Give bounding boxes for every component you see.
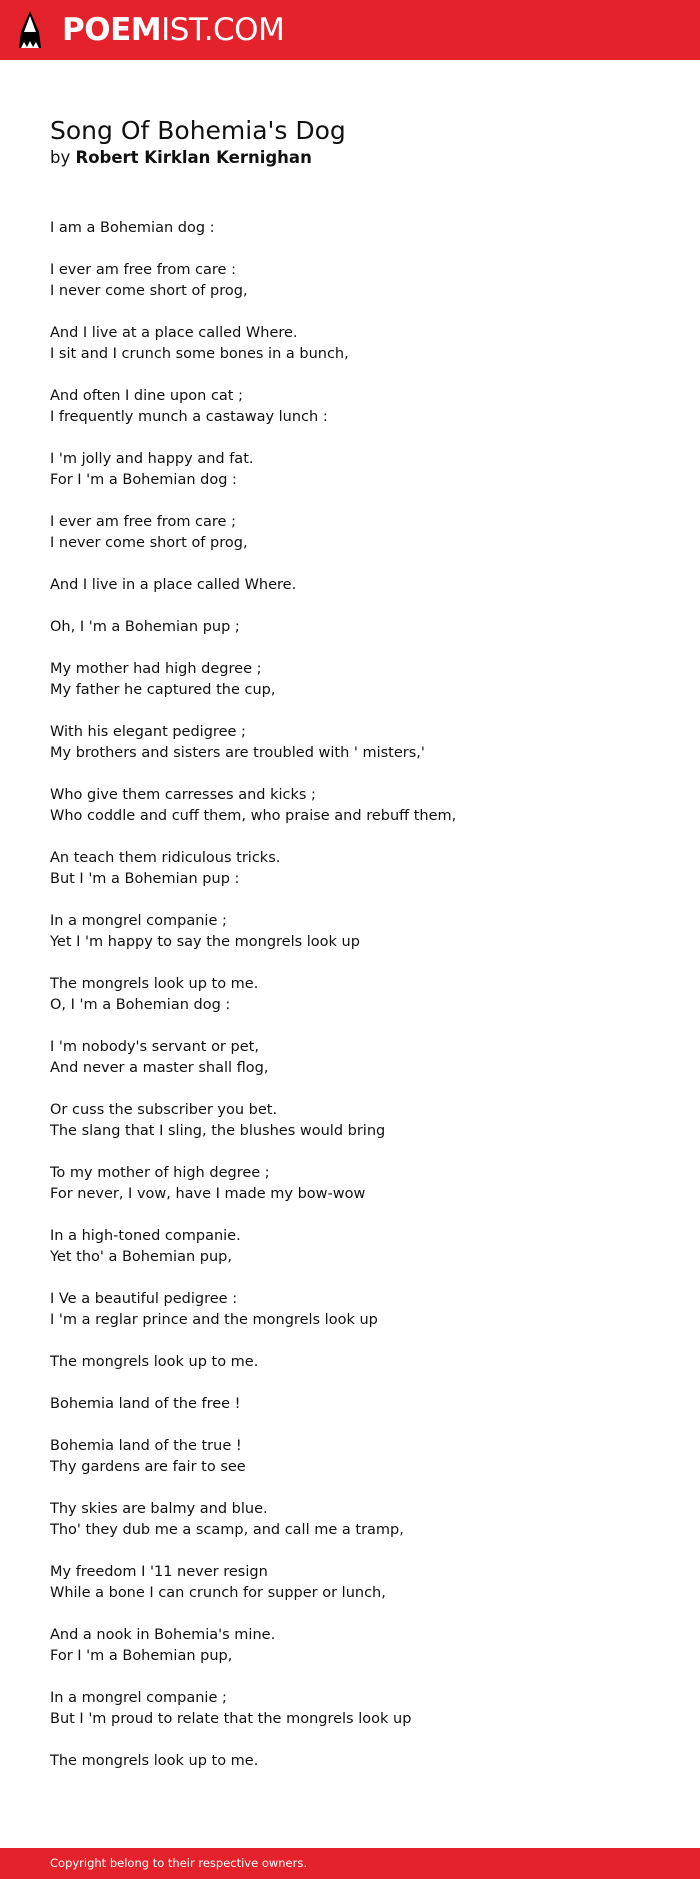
poem-line: Tho' they dub me a scamp, and call me a tramp, (50, 1522, 404, 1538)
poem-stanza (50, 260, 650, 302)
poem-line: To my mother of high degree ; (50, 1165, 270, 1181)
poem-line: And I live at a place called Where. (50, 325, 298, 341)
poem-line: O, I 'm a Bohemian dog : (50, 997, 231, 1013)
poem-stanza (50, 449, 650, 491)
poem-stanza (50, 1688, 650, 1730)
poem-stanza (50, 1163, 650, 1205)
poem-stanza (50, 1436, 650, 1478)
poem-line: I Ve a beautiful pedigree : (50, 1291, 238, 1307)
poem-line: Yet tho' a Bohemian pup, (50, 1249, 232, 1265)
poem-line: Or cuss the subscriber you bet. (50, 1102, 278, 1118)
pen-nib-icon[interactable] (18, 10, 42, 50)
poem-line: In a mongrel companie ; (50, 913, 227, 929)
poem-line: The mongrels look up to me. (50, 1753, 259, 1769)
poem-line: Thy gardens are fair to see (50, 1459, 246, 1475)
poem-stanza (50, 974, 650, 1016)
poem-line: I am a Bohemian dog : (50, 220, 215, 236)
poem-stanza (50, 218, 650, 239)
poem-line: My father he captured the cup, (50, 682, 276, 698)
poem-body (50, 218, 650, 1793)
poem-stanza (50, 1499, 650, 1541)
poem-line: The slang that I sling, the blushes would bring (50, 1123, 386, 1139)
by-label: by (50, 148, 71, 167)
poem-line: My freedom I '11 never resign (50, 1564, 268, 1580)
poem-line: Who coddle and cuff them, who praise and rebuff them, (50, 808, 457, 824)
poem-stanza (50, 1037, 650, 1079)
poem-stanza (50, 617, 650, 638)
poem-line: Who give them carresses and kicks ; (50, 787, 316, 803)
poem-stanza (50, 323, 650, 365)
poem-line: I ever am free from care ; (50, 514, 236, 530)
poem-line: My mother had high degree ; (50, 661, 262, 677)
poem-line: The mongrels look up to me. (50, 1354, 259, 1370)
poem-stanza (50, 1562, 650, 1604)
poem-stanza (50, 1625, 650, 1667)
poem-stanza (50, 1352, 650, 1373)
poem-line: And a nook in Bohemia's mine. (50, 1627, 276, 1643)
poem-line: For never, I vow, have I made my bow-wow (50, 1186, 366, 1202)
poem-stanza (50, 1289, 650, 1331)
poem-line: And never a master shall flog, (50, 1060, 269, 1076)
logo-text-bold: POEM (62, 12, 162, 48)
poem-stanza (50, 1394, 650, 1415)
poem-line: Thy skies are balmy and blue. (50, 1501, 268, 1517)
poem-line: I 'm a reglar prince and the mongrels look up (50, 1312, 378, 1328)
poem-line: But I 'm proud to relate that the mongrels look up (50, 1711, 412, 1727)
poem-line: With his elegant pedigree ; (50, 724, 246, 740)
poem-line: And often I dine upon cat ; (50, 388, 243, 404)
byline (50, 146, 312, 170)
poem-stanza (50, 1226, 650, 1268)
poem-line: And I live in a place called Where. (50, 577, 297, 593)
poem-line: For I 'm a Bohemian dog : (50, 472, 237, 488)
poem-title: Song Of Bohemia's Dog (50, 116, 346, 145)
poem-stanza (50, 386, 650, 428)
poem-line: I 'm jolly and happy and fat. (50, 451, 254, 467)
poem-line: Bohemia land of the true ! (50, 1438, 242, 1454)
poem-stanza (50, 512, 650, 554)
poem-line: Oh, I 'm a Bohemian pup ; (50, 619, 240, 635)
poem-author[interactable]: Robert Kirklan Kernighan (75, 148, 312, 167)
poem-line: I sit and I crunch some bones in a bunch, (50, 346, 349, 362)
poem-line: For I 'm a Bohemian pup, (50, 1648, 233, 1664)
poem-line: In a high-toned companie. (50, 1228, 241, 1244)
poem-stanza (50, 785, 650, 827)
poem-stanza (50, 911, 650, 953)
poem-stanza (50, 722, 650, 764)
site-logo[interactable] (62, 10, 284, 50)
poem-line: But I 'm a Bohemian pup : (50, 871, 240, 887)
poem-line: Bohemia land of the free ! (50, 1396, 241, 1412)
poem-stanza (50, 1751, 650, 1772)
copyright-notice: Copyright belong to their respective owners. (50, 1856, 308, 1870)
poem-line: I frequently munch a castaway lunch : (50, 409, 328, 425)
poem-stanza (50, 659, 650, 701)
poem-line: While a bone I can crunch for supper or lunch, (50, 1585, 386, 1601)
poem-line: I never come short of prog, (50, 283, 248, 299)
poem-line: I 'm nobody's servant or pet, (50, 1039, 259, 1055)
poem-line: Yet I 'm happy to say the mongrels look up (50, 934, 360, 950)
poem-line: I ever am free from care : (50, 262, 236, 278)
site-footer (0, 1848, 700, 1879)
poem-line: I never come short of prog, (50, 535, 248, 551)
poem-line: An teach them ridiculous tricks. (50, 850, 281, 866)
poem-stanza (50, 575, 650, 596)
logo-text-light: IST.COM (161, 12, 285, 48)
poem-line: The mongrels look up to me. (50, 976, 259, 992)
site-header (0, 0, 700, 60)
poem-line: In a mongrel companie ; (50, 1690, 227, 1706)
poem-stanza (50, 1100, 650, 1142)
poem-stanza (50, 848, 650, 890)
poem-line: My brothers and sisters are troubled with ' misters,' (50, 745, 425, 761)
